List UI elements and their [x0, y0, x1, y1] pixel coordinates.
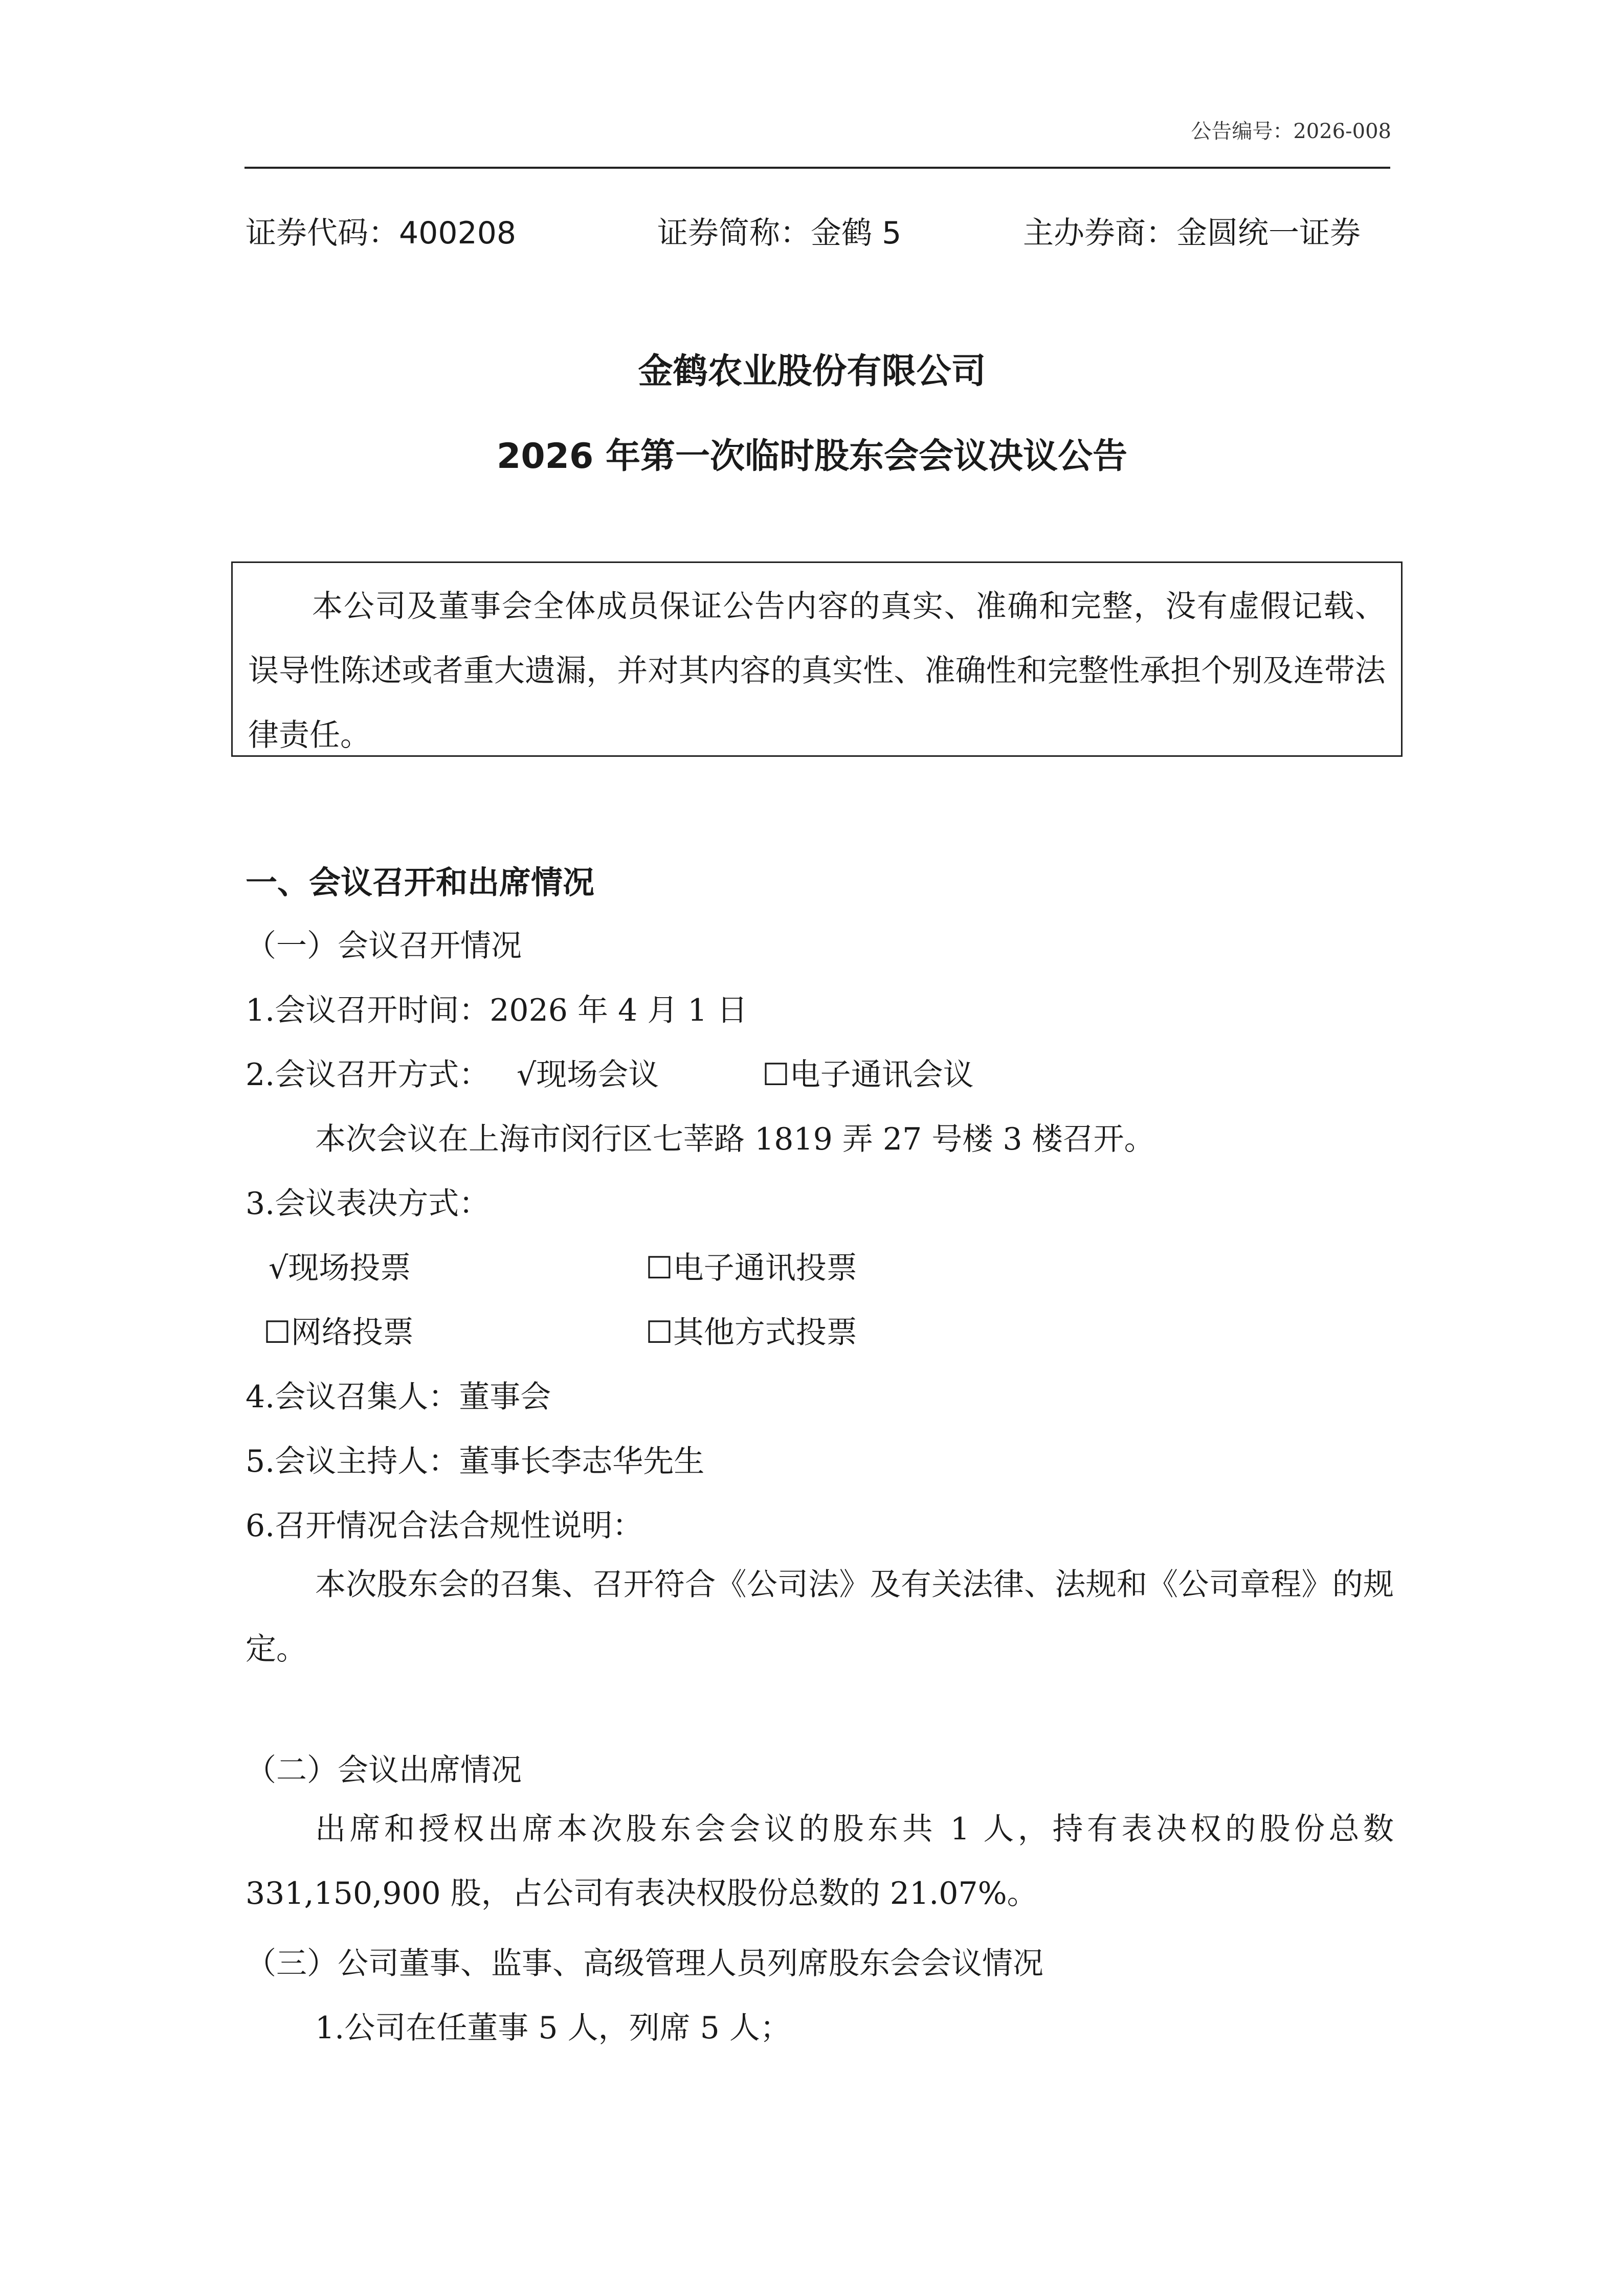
- compliance-text: 本次股东会的召集、召开符合《公司法》及有关法律、法规和《公司章程》的规定。: [246, 1567, 1394, 1667]
- meeting-method-onsite: √现场会议: [517, 1057, 659, 1093]
- compliance-label: 6.召开情况合法合规性说明：: [246, 1508, 643, 1544]
- notice-title: 2026 年第一次临时股东会会议决议公告: [497, 436, 1127, 477]
- host: 5.会议主持人：董事长李志华先生: [246, 1444, 705, 1479]
- company-title: 金鹤农业股份有限公司: [638, 351, 986, 392]
- convener: 4.会议召集人：董事会: [246, 1379, 551, 1415]
- subsection-heading-1: （一）会议召开情况: [246, 928, 522, 964]
- notice-number: 公告编号：2026-008: [1191, 120, 1391, 143]
- security-name: 证券简称：金鹤 5: [657, 215, 902, 251]
- subsection-heading-3: （三）公司董事、监事、高级管理人员列席股东会会议情况: [246, 1946, 1043, 1982]
- sponsor: 主办券商：金圆统一证券: [1023, 215, 1361, 251]
- security-code: 证券代码：400208: [246, 215, 517, 251]
- attendance-text: 出席和授权出席本次股东会会议的股东共 1 人，持有表决权的股份总数 331,150,900 股，占公司有表决权股份总数的 21.07%。: [246, 1811, 1394, 1911]
- meeting-time: 1.会议召开时间：2026 年 4 月 1 日: [246, 993, 748, 1028]
- header-divider: [244, 167, 1390, 169]
- vote-onsite: √现场投票: [269, 1250, 411, 1286]
- vote-network: ☐网络投票: [263, 1315, 414, 1350]
- vote-electronic: ☐电子通讯投票: [646, 1250, 857, 1286]
- section-heading: 一、会议召开和出席情况: [246, 864, 595, 901]
- disclaimer-text: 本公司及董事会全体成员保证公告内容的真实、准确和完整，没有虚假记载、误导性陈述或者重大遗漏，并对其内容的真实性、准确性和完整性承担个别及连带法律责任。: [248, 589, 1386, 753]
- directors-attendance: 1.公司在任董事 5 人，列席 5 人；: [315, 2010, 791, 2046]
- meeting-location: 本次会议在上海市闵行区七莘路 1819 弄 27 号楼 3 楼召开。: [315, 1121, 1155, 1157]
- meeting-method-electronic: ☐电子通讯会议: [762, 1057, 974, 1093]
- vote-other: ☐其他方式投票: [646, 1315, 857, 1350]
- disclaimer-box: [231, 561, 1403, 757]
- voting-method-label: 3.会议表决方式：: [246, 1186, 490, 1222]
- subsection-heading-2: （二）会议出席情况: [246, 1752, 522, 1788]
- meeting-method-label: 2.会议召开方式：: [246, 1057, 490, 1093]
